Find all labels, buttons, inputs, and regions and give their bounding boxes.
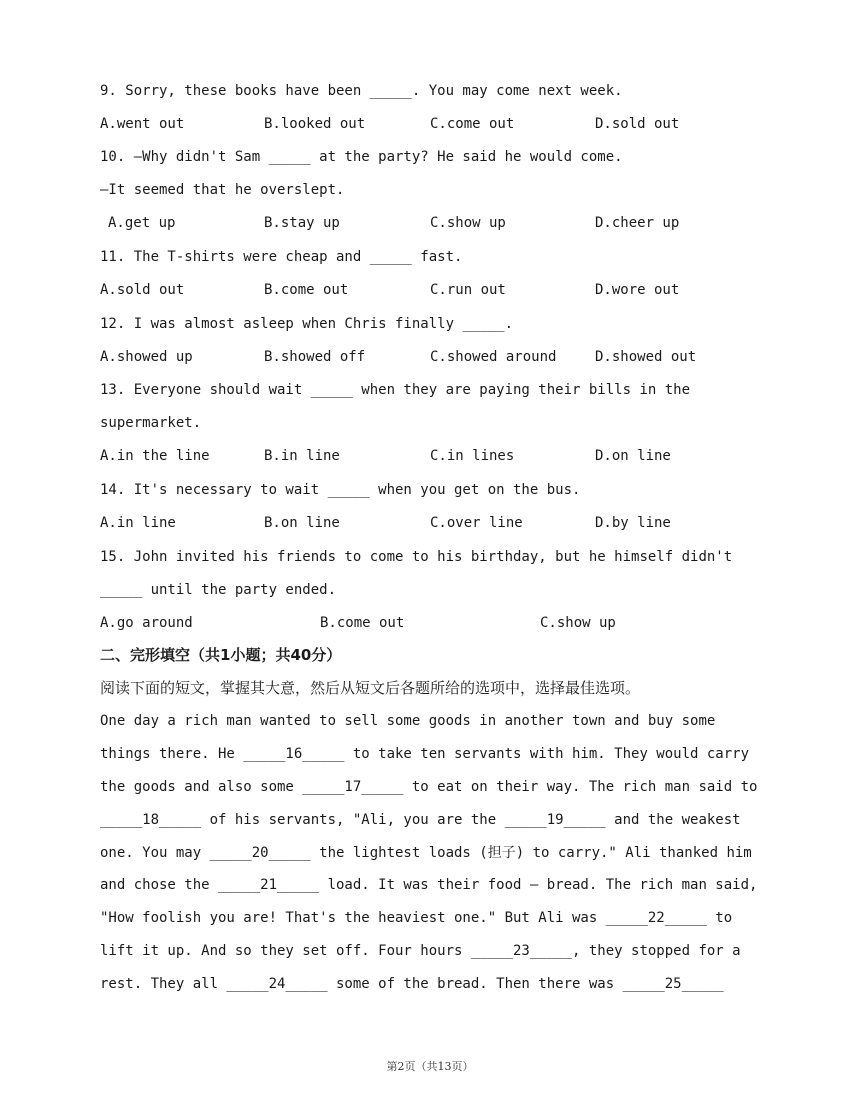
q12-option-b: B.showed off	[264, 349, 366, 365]
q14-option-b: B.on line	[264, 515, 340, 531]
passage-line-8: lift it up. And so they set off. Four hours _____23_____, they stopped for a	[100, 943, 741, 959]
q11-option-b: B.come out	[264, 282, 349, 298]
section-instruction: 阅读下面的短文，掌握其大意，然后从短文后各题所给的选项中，选择最佳选项。	[100, 679, 641, 697]
question-15-stem-line2: _____ until the party ended.	[100, 582, 337, 598]
q14-option-c: C.over line	[430, 515, 523, 531]
question-10-stem: 10. —Why didn't Sam _____ at the party? He said he would come.	[100, 149, 623, 165]
q15-option-b: B.come out	[320, 615, 405, 631]
q14-option-a: A.in line	[100, 515, 176, 531]
q11-option-a: A.sold out	[100, 282, 185, 298]
q9-option-c: C.come out	[430, 116, 515, 132]
q9-option-b: B.looked out	[264, 116, 366, 132]
passage-line-2: things there. He _____16_____ to take ten servants with him. They would carry	[100, 746, 750, 762]
passage-line-5: one. You may _____20_____ the lightest loads (担子) to carry." Ali thanked him	[100, 845, 752, 861]
question-11-stem: 11. The T-shirts were cheap and _____ fast.	[100, 249, 463, 265]
q9-option-d: D.sold out	[595, 116, 680, 132]
q12-option-a: A.showed up	[100, 349, 193, 365]
passage-line-6: and chose the _____21_____ load. It was their food — bread. The rich man said,	[100, 877, 758, 893]
q10-option-d: D.cheer up	[595, 215, 680, 231]
passage-line-9: rest. They all _____24_____ some of the bread. Then there was _____25_____	[100, 976, 724, 992]
q11-option-c: C.run out	[430, 282, 506, 298]
passage-line-4: _____18_____ of his servants, "Ali, you are the _____19_____ and the weakest	[100, 812, 741, 828]
question-10-stem-line2: —It seemed that he overslept.	[100, 182, 345, 198]
section-heading: 二、完形填空（共1小题；共40分）	[100, 646, 342, 664]
q10-option-c: C.show up	[430, 215, 506, 231]
q9-option-a: A.went out	[100, 116, 185, 132]
q12-option-d: D.showed out	[595, 349, 697, 365]
passage-line-7: "How foolish you are! That's the heaviest one." But Ali was _____22_____ to	[100, 910, 733, 926]
passage-line-1: One day a rich man wanted to sell some goods in another town and buy some	[100, 713, 716, 729]
question-15-stem: 15. John invited his friends to come to his birthday, but he himself didn't	[100, 549, 733, 565]
q11-option-d: D.wore out	[595, 282, 680, 298]
q13-option-a: A.in the line	[100, 448, 210, 464]
q12-option-c: C.showed around	[430, 349, 557, 365]
q15-option-a: A.go around	[100, 615, 193, 631]
q14-option-d: D.by line	[595, 515, 671, 531]
question-9-stem: 9. Sorry, these books have been _____. You may come next week.	[100, 83, 623, 99]
question-12-stem: 12. I was almost asleep when Chris finally _____.	[100, 316, 514, 332]
page-footer: 第2页（共13页）	[386, 1060, 474, 1073]
q10-option-b: B.stay up	[264, 215, 340, 231]
q10-option-a: A.get up	[108, 215, 176, 231]
q15-option-c: C.show up	[540, 615, 616, 631]
question-13-stem-line2: supermarket.	[100, 415, 202, 431]
question-14-stem: 14. It's necessary to wait _____ when you get on the bus.	[100, 482, 581, 498]
q13-option-d: D.on line	[595, 448, 671, 464]
passage-line-3: the goods and also some _____17_____ to eat on their way. The rich man said to	[100, 779, 758, 795]
question-13-stem: 13. Everyone should wait _____ when they are paying their bills in the	[100, 382, 691, 398]
q13-option-c: C.in lines	[430, 448, 515, 464]
q13-option-b: B.in line	[264, 448, 340, 464]
